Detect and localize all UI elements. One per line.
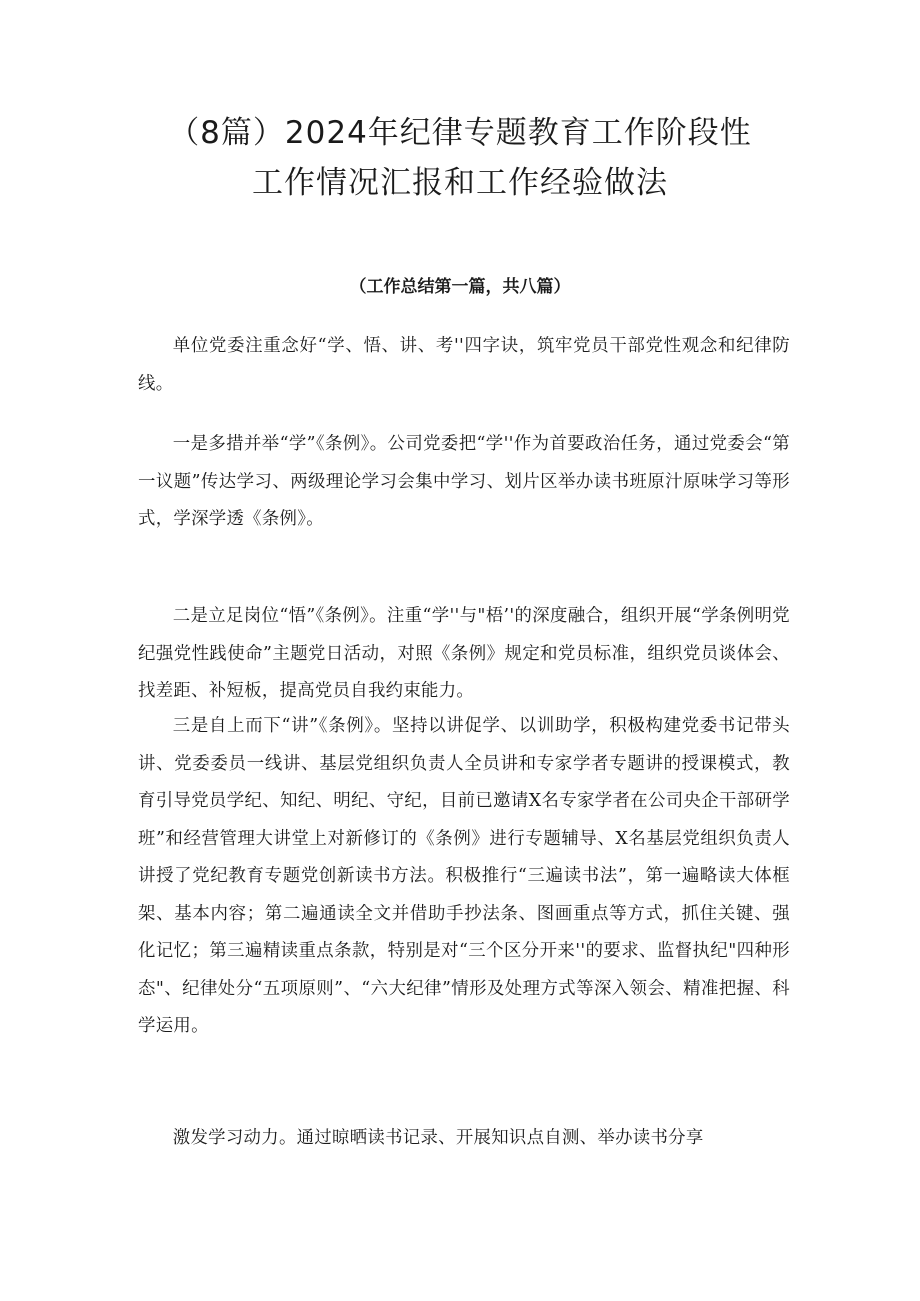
document-subtitle: （工作总结第一篇，共八篇） (349, 277, 571, 297)
paragraph-study: 一是多措并举“学”《条例》。公司党委把“学''作为首要政治任务，通过党委会“第一议题”传达学习、两级理论学习会集中学习、划片区举办读书班原汁原味学习等形式，学深学透《条例》。 (138, 434, 790, 529)
paragraph-comprehend: 二是立足岗位“悟”《条例》。注重“学''与"梧’'的深度融合，组织开展“学条例明党纪强党性践使命”主题党日活动，对照《条例》规定和党员标准，组织党员谈体会、找差距、补短板，提高党员自我约束能力。 (138, 606, 790, 701)
paragraph-lecture: 三是自上而下“讲”《条例》。坚持以讲促学、以训助学，积极构建党委书记带头讲、党委委员一线讲、基层党组织负责人全员讲和专家学者专题讲的授课模式，教育引导党员学纪、知纪、明纪、守纪，目前已邀请X名专家学者在公司央企干部研学班”和经营管理大讲堂上对新修订的《条例》进行专题辅导、X名基层党组织负责人讲授了党纪教育专题党创新读书方法。积极推行“三遍读书法”，第一遍略读大体框架、基本内容；第二遍通读全文并借助手抄法条、图画重点等方式，抓住关键、强化记忆；第三遍精读重点条款，特别是对“三个区分开来''的要求、监督执纪"四种形态"、纪律处分“五项原则”、“六大纪律”情形及处理方式等深入领会、精准把握、科学运用。 (138, 716, 790, 1036)
paragraph-motivation: 激发学习动力。通过晾晒读书记录、开展知识点自测、举办读书分享 (172, 1128, 704, 1148)
paragraph-intro: 单位党委注重念好“学、悟、讲、考''四字诀，筑牢党员干部党性观念和纪律防线。 (138, 336, 790, 394)
document-title-line-1: （8篇）2024年纪律专题教育工作阶段性 (168, 115, 752, 151)
document-title-line-2: 工作情况汇报和工作经验做法 (252, 165, 668, 201)
